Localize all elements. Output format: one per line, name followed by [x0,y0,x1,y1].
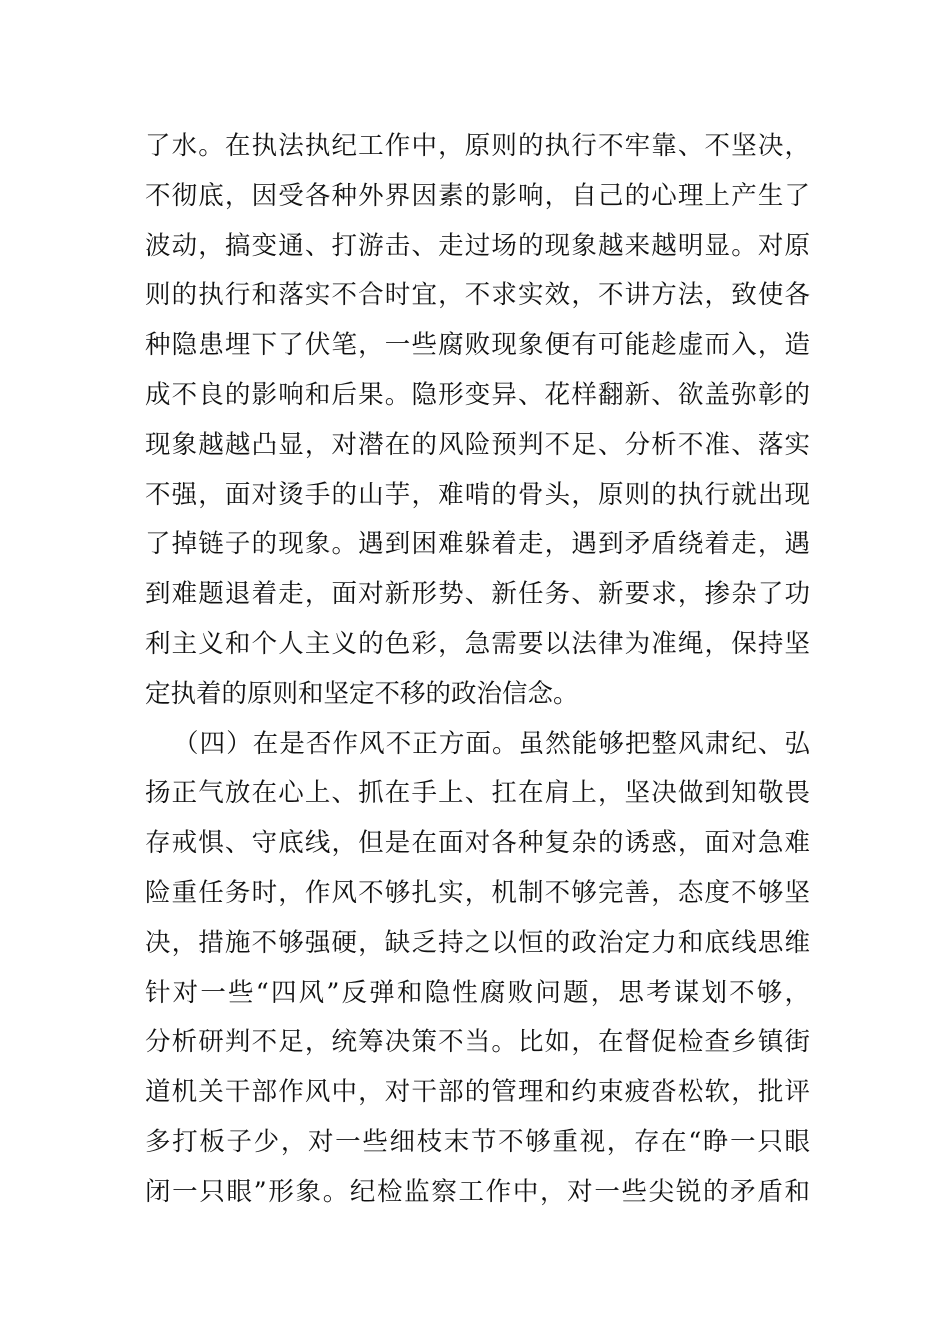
text-line: 利主义和个人主义的色彩，急需要以法律为准绳，保持坚 [145,628,810,659]
paragraph-1 [145,122,810,720]
text-line: 道机关干部作风中，对干部的管理和约束疲沓松软，批评 [145,1077,810,1108]
text-line: 定执着的原则和坚定不移的政治信念。 [145,678,579,709]
text-line: （四）在是否作风不正方面。虽然能够把整风肃纪、弘 [173,728,810,759]
text-line: 分析研判不足，统筹决策不当。比如，在督促检查乡镇街 [145,1027,810,1058]
body-text [145,122,810,1218]
text-line: 则的执行和落实不合时宜，不求实效，不讲方法，致使各 [145,280,810,311]
text-line: 种隐患埋下了伏笔，一些腐败现象便有可能趁虚而入，造 [145,330,810,361]
text-line: 了掉链子的现象。遇到困难躲着走，遇到矛盾绕着走，遇 [145,529,810,560]
text-line: 不强，面对烫手的山芋，难啃的骨头，原则的执行就出现 [145,479,810,510]
text-line: 多打板子少，对一些细枝末节不够重视，存在“睁一只眼 [145,1126,810,1157]
text-line: 存戒惧、守底线，但是在面对各种复杂的诱惑，面对急难 [145,828,810,859]
text-line: 险重任务时，作风不够扎实，机制不够完善，态度不够坚 [145,877,810,908]
text-line: 闭一只眼”形象。纪检监察工作中，对一些尖锐的矛盾和 [145,1176,810,1207]
text-line: 了水。在执法执纪工作中，原则的执行不牢靠、不坚决， [145,131,810,161]
text-line: 决，措施不够强硬，缺乏持之以恒的政治定力和底线思维 [145,927,810,958]
text-line: 波动，搞变通、打游击、走过场的现象越来越明显。对原 [145,230,810,261]
text-line: 不彻底，因受各种外界因素的影响，自己的心理上产生了 [145,180,810,211]
text-line: 到难题退着走，面对新形势、新任务、新要求，掺杂了功 [145,579,810,610]
text-line: 针对一些“四风”反弹和隐性腐败问题，思考谋划不够， [145,977,810,1008]
text-line: 扬正气放在心上、抓在手上、扛在肩上，坚决做到知敬畏 [145,778,810,809]
text-line: 现象越越凸显，对潜在的风险预判不足、分析不准、落实 [145,429,810,460]
paragraph-2 [145,720,810,1218]
text-line: 成不良的影响和后果。隐形变异、花样翻新、欲盖弥彰的 [145,379,810,410]
